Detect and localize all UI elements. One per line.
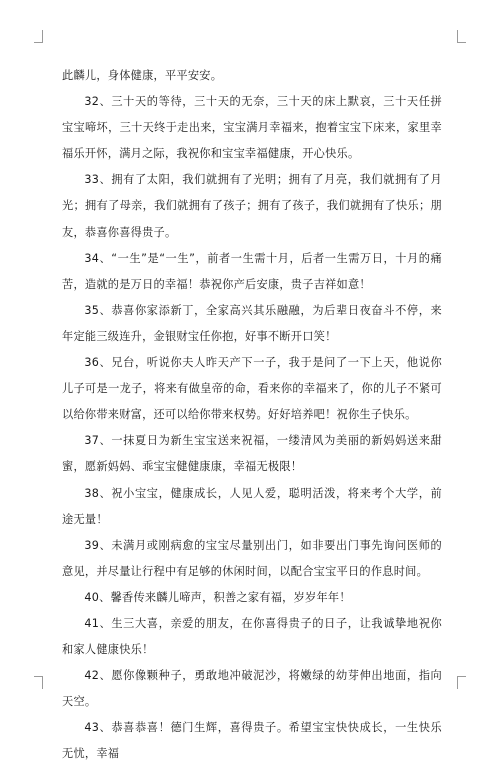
paragraph-37: 37、一抹夏日为新生宝宝送来祝福，一缕清风为美丽的新妈妈送来甜蜜，愿新妈妈、乖宝宝健健康康，幸福无极限！	[62, 434, 442, 474]
crop-mark-bottom-left	[34, 676, 43, 689]
paragraph-35: 35、恭喜你家添新丁，全家高兴其乐融融，为后辈日夜奋斗不停，来年定能三级连升，金银财宝任你抱，好事不断开口笑！	[62, 303, 442, 343]
document-body	[62, 63, 442, 768]
paragraph-42: 42、愿你像颗种子，勇敢地冲破泥沙，将嫩绿的幼芽伸出地面，指向天空。	[62, 669, 442, 709]
paragraph-38: 38、祝小宝宝，健康成长，人见人爱，聪明活泼，将来考个大学，前途无量！	[62, 486, 442, 526]
paragraph-34: 34、“一生”是“一生”，前者一生需十月，后者一生需万日，十月的痛苦，造就的是万日的幸福！恭祝你产后安康，贵子吉祥如意！	[62, 251, 442, 291]
paragraph-40: 40、馨香传来麟儿啼声，积善之家有福，岁岁年年！	[84, 590, 351, 604]
paragraph-33: 33、拥有了太阳，我们就拥有了光明；拥有了月亮，我们就拥有了月光；拥有了母亲，我们就拥有了孩子；拥有了孩子，我们就拥有了快乐；朋友，恭喜你喜得贵子。	[62, 173, 442, 239]
paragraph-36: 36、兄台，听说你夫人昨天产下一子，我于是问了一下上天，他说你儿子可是一龙子，将来有做皇帝的命，看来你的幸福来了，你的儿子不紧可以给你带来财富，还可以给你带来权势。好好培养吧！祝你生子快乐。	[62, 356, 442, 422]
paragraph-41: 41、生三大喜，亲爱的朋友，在你喜得贵子的日子，让我诚挚地祝你和家人健康快乐！	[62, 616, 442, 657]
paragraph-39: 39、未满月或刚病愈的宝宝尽量别出门，如非要出门事先询问医师的意见，并尽量让行程中有足够的休闲时间，以配合宝宝平日的作息时间。	[62, 538, 442, 578]
paragraph-43: 43、恭喜恭喜！德门生辉，喜得贵子。希望宝宝快快成长，一生快乐无忧，幸福	[62, 721, 442, 761]
paragraph-32: 32、三十天的等待，三十天的无奈，三十天的床上默哀，三十天任拼宝宝啼坏，三十天终于走出来，宝宝满月幸福来，抱着宝宝下床来，家里幸福乐开怀，满月之际，我祝你和宝宝幸福健康，开心快乐。	[62, 95, 442, 161]
crop-mark-top-left	[34, 30, 43, 43]
crop-mark-top-right	[457, 30, 466, 43]
paragraph-continued: 此麟儿，身体健康，平平安安。	[62, 69, 223, 82]
crop-mark-bottom-right	[457, 676, 466, 689]
